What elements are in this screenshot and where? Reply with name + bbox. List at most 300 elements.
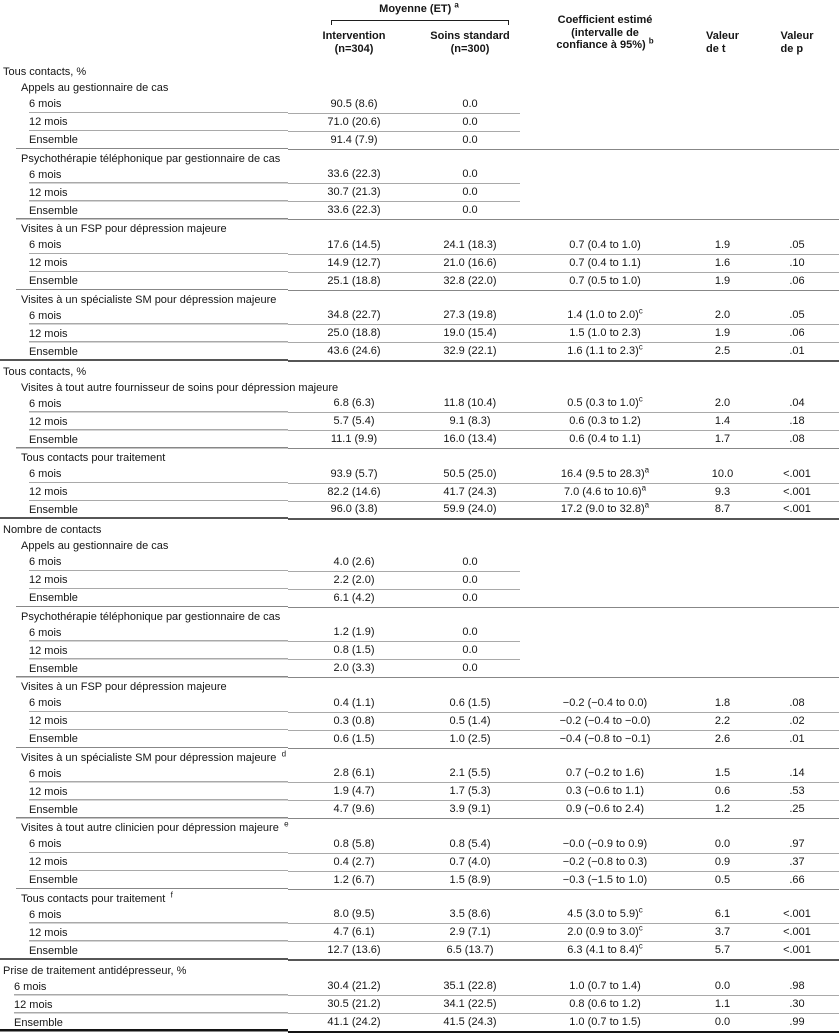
cell-t-value xyxy=(690,624,755,642)
group-header xyxy=(0,449,839,466)
group-title: Visites à un spécialiste SM pour dépression majeure $^d$ xyxy=(21,748,287,764)
cell-period-label: 6 mois xyxy=(0,465,288,483)
cell-soins-standard-mean: 9.1 (8.3) xyxy=(420,413,520,431)
table-row xyxy=(0,835,839,853)
cell-intervention-mean: 43.6 (24.6) xyxy=(288,343,420,361)
cell-soins-standard-mean: 21.0 (16.6) xyxy=(420,254,520,272)
cell-t-value: 1.9 xyxy=(690,236,755,254)
table-row xyxy=(0,553,839,571)
cell-period-label: Ensemble xyxy=(0,589,288,607)
cell-soins-standard-mean: 0.5 (1.4) xyxy=(420,712,520,730)
moyenne-footnote-sup: a xyxy=(454,0,459,10)
cell-soins-standard-mean: 41.5 (24.3) xyxy=(420,1014,520,1032)
cell-period-label: 6 mois xyxy=(0,395,288,413)
cell-intervention-mean: 34.8 (22.7) xyxy=(288,307,420,325)
cell-coefficient xyxy=(520,660,690,678)
cell-intervention-mean: 30.7 (21.3) xyxy=(288,184,420,202)
section-header xyxy=(0,361,839,379)
cell-p-value xyxy=(755,660,839,678)
group-title: Tous contacts pour traitement $^f$ xyxy=(21,889,173,905)
cell-coefficient xyxy=(520,166,690,184)
cell-t-value: 0.0 xyxy=(690,1014,755,1032)
table-row xyxy=(0,571,839,589)
cell-coefficient: 0.7 (0.5 to 1.0) xyxy=(520,272,690,290)
cell-soins-standard-mean: 34.1 (22.5) xyxy=(420,996,520,1014)
table-header xyxy=(0,0,839,62)
section-header xyxy=(0,960,839,978)
cell-period-label: 6 mois xyxy=(0,835,288,853)
cell-coefficient: 1.6 (1.1 to 2.3)$^c$ xyxy=(520,343,690,361)
cell-soins-standard-mean: 59.9 (24.0) xyxy=(420,501,520,519)
cell-period-label: 6 mois xyxy=(0,553,288,571)
cell-intervention-mean: 4.7 (9.6) xyxy=(288,801,420,819)
cell-p-value: .08 xyxy=(755,694,839,712)
cell-coefficient: 0.7 (0.4 to 1.1) xyxy=(520,254,690,272)
cell-coefficient xyxy=(520,553,690,571)
group-title: Visites à tout autre fournisseur de soins pour dépression majeure xyxy=(21,381,339,394)
group-title: Visites à un FSP pour dépression majeure xyxy=(21,223,227,235)
cell-coefficient: 6.3 (4.1 to 8.4)$^c$ xyxy=(520,942,690,960)
cell-intervention-mean: 0.8 (5.8) xyxy=(288,835,420,853)
cell-p-value: .66 xyxy=(755,871,839,889)
col-header-soins-standard xyxy=(420,30,520,55)
group-title: Psychothérapie téléphonique par gestionnaire de cas xyxy=(21,610,281,623)
cell-p-value: .25 xyxy=(755,801,839,819)
cell-t-value xyxy=(690,95,755,113)
cell-soins-standard-mean: 3.9 (9.1) xyxy=(420,801,520,819)
cell-coefficient: 16.4 (9.5 to 28.3)$^a$ xyxy=(520,465,690,483)
group-header xyxy=(0,149,839,166)
cell-t-value: 2.2 xyxy=(690,712,755,730)
cell-soins-standard-mean: 2.1 (5.5) xyxy=(420,765,520,783)
section-header xyxy=(0,62,839,79)
cell-soins-standard-mean: 1.5 (8.9) xyxy=(420,871,520,889)
footnote-sup: a xyxy=(644,500,650,510)
cell-soins-standard-mean: 0.0 xyxy=(420,131,520,149)
cell-p-value: .01 xyxy=(755,730,839,748)
table-row xyxy=(0,184,839,202)
cell-period-label: 12 mois xyxy=(0,254,288,272)
cell-intervention-mean: 12.7 (13.6) xyxy=(288,942,420,960)
cell-p-value: <.001 xyxy=(755,924,839,942)
cell-period-label: 12 mois xyxy=(0,413,288,431)
cell-period-label: Ensemble xyxy=(0,501,288,519)
cell-coefficient: 1.4 (1.0 to 2.0)$^c$ xyxy=(520,307,690,325)
footnote-sup: e xyxy=(284,819,289,829)
cell-p-value: <.001 xyxy=(755,501,839,519)
table-row xyxy=(0,131,839,149)
cell-period-label: 12 mois xyxy=(0,483,288,501)
moyenne-bracket xyxy=(331,20,509,25)
cell-soins-standard-mean: 2.9 (7.1) xyxy=(420,924,520,942)
footnote-sup: c xyxy=(638,940,643,950)
cell-intervention-mean: 5.7 (5.4) xyxy=(288,413,420,431)
cell-intervention-mean: 1.2 (6.7) xyxy=(288,871,420,889)
cell-t-value: 1.9 xyxy=(690,272,755,290)
cell-soins-standard-mean: 32.9 (22.1) xyxy=(420,343,520,361)
cell-intervention-mean: 0.6 (1.5) xyxy=(288,730,420,748)
table-row xyxy=(0,712,839,730)
cell-p-value: .06 xyxy=(755,272,839,290)
coef-line1: Coefficient estimé xyxy=(557,14,653,26)
group-header xyxy=(0,748,839,765)
cell-soins-standard-mean: 0.0 xyxy=(420,113,520,131)
cell-intervention-mean: 2.8 (6.1) xyxy=(288,765,420,783)
group-title: Psychothérapie téléphonique par gestionnaire de cas xyxy=(21,152,281,165)
table-row xyxy=(0,978,839,996)
cell-coefficient: −0.2 (−0.8 to 0.3) xyxy=(520,853,690,871)
cell-coefficient: 0.6 (0.3 to 1.2) xyxy=(520,413,690,431)
group-title: Appels au gestionnaire de cas xyxy=(21,540,169,552)
cell-t-value: 1.9 xyxy=(690,325,755,343)
cell-coefficient: 0.7 (−0.2 to 1.6) xyxy=(520,765,690,783)
cell-p-value: <.001 xyxy=(755,465,839,483)
cell-soins-standard-mean: 3.5 (8.6) xyxy=(420,906,520,924)
cell-coefficient: 0.9 (−0.6 to 2.4) xyxy=(520,801,690,819)
cell-t-value: 8.7 xyxy=(690,501,755,519)
footnote-sup xyxy=(279,819,281,828)
cell-p-value: .14 xyxy=(755,765,839,783)
table-row xyxy=(0,853,839,871)
table-row xyxy=(0,202,839,220)
cell-coefficient xyxy=(520,589,690,607)
cell-coefficient: −0.0 (−0.9 to 0.9) xyxy=(520,835,690,853)
cell-coefficient: 0.5 (0.3 to 1.0)$^c$ xyxy=(520,395,690,413)
cell-period-label: 6 mois xyxy=(0,978,288,996)
cell-intervention-mean: 4.0 (2.6) xyxy=(288,553,420,571)
table-row xyxy=(0,871,839,889)
cell-intervention-mean: 2.0 (3.3) xyxy=(288,660,420,678)
table-row xyxy=(0,801,839,819)
group-title: Visites à un FSP pour dépression majeure xyxy=(21,681,227,693)
cell-soins-standard-mean: 0.7 (4.0) xyxy=(420,853,520,871)
footnote-sup: a xyxy=(641,482,647,492)
cell-intervention-mean: 33.6 (22.3) xyxy=(288,202,420,220)
table-row xyxy=(0,113,839,131)
intervention-label: Intervention xyxy=(322,30,386,42)
table-row xyxy=(0,413,839,431)
table-row xyxy=(0,642,839,660)
cell-intervention-mean: 2.2 (2.0) xyxy=(288,571,420,589)
footnote-sup: c xyxy=(638,923,643,933)
cell-t-value: 1.4 xyxy=(690,413,755,431)
cell-period-label: 6 mois xyxy=(0,694,288,712)
cell-t-value: 10.0 xyxy=(690,465,755,483)
cell-t-value: 1.7 xyxy=(690,431,755,449)
table-row xyxy=(0,660,839,678)
cell-period-label: 6 mois xyxy=(0,765,288,783)
cell-period-label: Ensemble xyxy=(0,272,288,290)
cell-soins-standard-mean: 24.1 (18.3) xyxy=(420,236,520,254)
cell-period-label: 12 mois xyxy=(0,571,288,589)
stats-table xyxy=(0,62,839,1033)
cell-p-value: .97 xyxy=(755,835,839,853)
p-line2: de p xyxy=(780,42,804,55)
group-header xyxy=(0,678,839,695)
cell-coefficient: 2.0 (0.9 to 3.0)$^c$ xyxy=(520,924,690,942)
footnote-sup: c xyxy=(638,341,643,351)
cell-intervention-mean: 11.1 (9.9) xyxy=(288,431,420,449)
cell-period-label: Ensemble xyxy=(0,942,288,960)
cell-t-value xyxy=(690,660,755,678)
table-row xyxy=(0,236,839,254)
cell-period-label: 12 mois xyxy=(0,996,288,1014)
cell-t-value xyxy=(690,642,755,660)
moyenne-spanner-header xyxy=(330,0,508,16)
cell-t-value xyxy=(690,553,755,571)
group-title: Visites à tout autre clinicien pour dépression majeure $^e$ xyxy=(21,819,289,834)
section-title: Prise de traitement antidépresseur, % xyxy=(3,964,187,977)
cell-intervention-mean: 91.4 (7.9) xyxy=(288,131,420,149)
cell-p-value: .37 xyxy=(755,853,839,871)
cell-soins-standard-mean: 0.8 (5.4) xyxy=(420,835,520,853)
cell-intervention-mean: 33.6 (22.3) xyxy=(288,166,420,184)
cell-coefficient xyxy=(520,184,690,202)
cell-p-value xyxy=(755,113,839,131)
t-line2: de t xyxy=(705,42,726,55)
cell-soins-standard-mean: 0.0 xyxy=(420,202,520,220)
cell-t-value: 1.2 xyxy=(690,801,755,819)
cell-intervention-mean: 17.6 (14.5) xyxy=(288,236,420,254)
cell-coefficient xyxy=(520,571,690,589)
cell-soins-standard-mean: 0.0 xyxy=(420,571,520,589)
footnote-sup: d xyxy=(281,748,287,758)
cell-period-label: 6 mois xyxy=(0,236,288,254)
cell-coefficient: 0.3 (−0.6 to 1.1) xyxy=(520,783,690,801)
table-row xyxy=(0,589,839,607)
cell-intervention-mean: 25.1 (18.8) xyxy=(288,272,420,290)
cell-coefficient: 1.0 (0.7 to 1.4) xyxy=(520,978,690,996)
intervention-n: (n=304) xyxy=(334,42,374,55)
cell-soins-standard-mean: 32.8 (22.0) xyxy=(420,272,520,290)
group-header xyxy=(0,889,839,906)
cell-t-value: 2.0 xyxy=(690,395,755,413)
cell-p-value xyxy=(755,642,839,660)
table-row xyxy=(0,343,839,361)
cell-soins-standard-mean: 41.7 (24.3) xyxy=(420,483,520,501)
cell-intervention-mean: 1.2 (1.9) xyxy=(288,624,420,642)
cell-t-value: 6.1 xyxy=(690,906,755,924)
soins-n: (n=300) xyxy=(450,42,490,55)
cell-coefficient: 7.0 (4.6 to 10.6)$^a$ xyxy=(520,483,690,501)
cell-t-value xyxy=(690,589,755,607)
cell-period-label: 12 mois xyxy=(0,712,288,730)
cell-t-value: 1.5 xyxy=(690,765,755,783)
cell-coefficient xyxy=(520,113,690,131)
cell-soins-standard-mean: 11.8 (10.4) xyxy=(420,395,520,413)
cell-coefficient: −0.4 (−0.8 to −0.1) xyxy=(520,730,690,748)
cell-soins-standard-mean: 0.0 xyxy=(420,589,520,607)
table-row xyxy=(0,501,839,519)
cell-period-label: 6 mois xyxy=(0,624,288,642)
cell-t-value: 2.0 xyxy=(690,307,755,325)
cell-p-value: .04 xyxy=(755,395,839,413)
table-row xyxy=(0,924,839,942)
footnote-sup: c xyxy=(638,394,643,404)
cell-period-label: 12 mois xyxy=(0,184,288,202)
footnote-sup: f xyxy=(170,889,173,899)
cell-t-value: 0.0 xyxy=(690,978,755,996)
cell-intervention-mean: 30.4 (21.2) xyxy=(288,978,420,996)
group-title: Appels au gestionnaire de cas xyxy=(21,82,169,94)
cell-coefficient: 0.6 (0.4 to 1.1) xyxy=(520,431,690,449)
table-row xyxy=(0,624,839,642)
cell-t-value: 2.5 xyxy=(690,343,755,361)
cell-p-value xyxy=(755,553,839,571)
cell-intervention-mean: 8.0 (9.5) xyxy=(288,906,420,924)
cell-t-value xyxy=(690,571,755,589)
cell-period-label: 12 mois xyxy=(0,113,288,131)
footnote-sup: c xyxy=(638,905,643,915)
cell-intervention-mean: 14.9 (12.7) xyxy=(288,254,420,272)
cell-soins-standard-mean: 35.1 (22.8) xyxy=(420,978,520,996)
table-row xyxy=(0,783,839,801)
cell-coefficient xyxy=(520,624,690,642)
cell-soins-standard-mean: 0.0 xyxy=(420,166,520,184)
cell-intervention-mean: 90.5 (8.6) xyxy=(288,95,420,113)
cell-period-label: 12 mois xyxy=(0,783,288,801)
table-row xyxy=(0,166,839,184)
table-row xyxy=(0,254,839,272)
cell-p-value: .98 xyxy=(755,978,839,996)
cell-t-value: 1.8 xyxy=(690,694,755,712)
cell-t-value: 2.6 xyxy=(690,730,755,748)
cell-soins-standard-mean: 27.3 (19.8) xyxy=(420,307,520,325)
cell-t-value: 0.9 xyxy=(690,853,755,871)
table-row xyxy=(0,694,839,712)
group-header xyxy=(0,607,839,624)
cell-coefficient xyxy=(520,95,690,113)
group-header xyxy=(0,537,839,553)
cell-intervention-mean: 1.9 (4.7) xyxy=(288,783,420,801)
cell-p-value: .30 xyxy=(755,996,839,1014)
section-title: Nombre de contacts xyxy=(3,524,102,536)
cell-period-label: Ensemble xyxy=(0,343,288,361)
cell-soins-standard-mean: 50.5 (25.0) xyxy=(420,465,520,483)
cell-period-label: Ensemble xyxy=(0,871,288,889)
cell-period-label: Ensemble xyxy=(0,202,288,220)
cell-period-label: Ensemble xyxy=(0,801,288,819)
col-header-intervention xyxy=(288,30,420,55)
col-header-valeur-p xyxy=(755,30,839,55)
cell-coefficient xyxy=(520,131,690,149)
coef-footnote-sup: b xyxy=(648,36,654,46)
coef-line2: (intervalle de xyxy=(571,26,639,39)
table-row xyxy=(0,906,839,924)
cell-soins-standard-mean: 1.7 (5.3) xyxy=(420,783,520,801)
cell-p-value: .99 xyxy=(755,1014,839,1032)
cell-intervention-mean: 71.0 (20.6) xyxy=(288,113,420,131)
cell-t-value: 0.5 xyxy=(690,871,755,889)
cell-t-value: 1.6 xyxy=(690,254,755,272)
t-line1: Valeur xyxy=(705,30,740,42)
cell-soins-standard-mean: 16.0 (13.4) xyxy=(420,431,520,449)
footnote-sup xyxy=(276,749,278,758)
cell-intervention-mean: 96.0 (3.8) xyxy=(288,501,420,519)
cell-p-value: .05 xyxy=(755,307,839,325)
table-row xyxy=(0,431,839,449)
table-row xyxy=(0,465,839,483)
cell-period-label: 6 mois xyxy=(0,307,288,325)
table-row xyxy=(0,483,839,501)
cell-period-label: Ensemble xyxy=(0,131,288,149)
cell-coefficient: 0.8 (0.6 to 1.2) xyxy=(520,996,690,1014)
cell-p-value: <.001 xyxy=(755,906,839,924)
cell-p-value xyxy=(755,131,839,149)
table-row xyxy=(0,942,839,960)
cell-period-label: 6 mois xyxy=(0,95,288,113)
cell-t-value xyxy=(690,184,755,202)
group-header xyxy=(0,220,839,237)
cell-t-value xyxy=(690,202,755,220)
group-title: Tous contacts pour traitement xyxy=(21,452,166,464)
cell-intervention-mean: 0.3 (0.8) xyxy=(288,712,420,730)
cell-p-value xyxy=(755,571,839,589)
cell-soins-standard-mean: 0.0 xyxy=(420,553,520,571)
cell-soins-standard-mean: 1.0 (2.5) xyxy=(420,730,520,748)
cell-t-value xyxy=(690,166,755,184)
cell-coefficient xyxy=(520,202,690,220)
cell-p-value: .06 xyxy=(755,325,839,343)
cell-intervention-mean: 93.9 (5.7) xyxy=(288,465,420,483)
cell-t-value: 3.7 xyxy=(690,924,755,942)
cell-soins-standard-mean: 19.0 (15.4) xyxy=(420,325,520,343)
table-row xyxy=(0,395,839,413)
cell-p-value xyxy=(755,184,839,202)
cell-period-label: 12 mois xyxy=(0,853,288,871)
cell-coefficient: 1.0 (0.7 to 1.5) xyxy=(520,1014,690,1032)
p-line1: Valeur xyxy=(780,30,814,42)
group-header xyxy=(0,819,839,836)
cell-p-value: .53 xyxy=(755,783,839,801)
footnote-sup: a xyxy=(644,464,650,474)
group-header xyxy=(0,79,839,95)
cell-period-label: 12 mois xyxy=(0,924,288,942)
cell-intervention-mean: 6.1 (4.2) xyxy=(288,589,420,607)
cell-period-label: 6 mois xyxy=(0,906,288,924)
table-row xyxy=(0,765,839,783)
cell-intervention-mean: 30.5 (21.2) xyxy=(288,996,420,1014)
cell-t-value xyxy=(690,113,755,131)
cell-period-label: Ensemble xyxy=(0,730,288,748)
cell-period-label: 6 mois xyxy=(0,166,288,184)
cell-intervention-mean: 0.4 (2.7) xyxy=(288,853,420,871)
group-header xyxy=(0,290,839,307)
cell-p-value: .08 xyxy=(755,431,839,449)
cell-intervention-mean: 41.1 (24.2) xyxy=(288,1014,420,1032)
cell-coefficient: 1.5 (1.0 to 2.3) xyxy=(520,325,690,343)
cell-soins-standard-mean: 0.0 xyxy=(420,624,520,642)
soins-label: Soins standard xyxy=(430,30,510,42)
cell-p-value: <.001 xyxy=(755,942,839,960)
section-title: Tous contacts, % xyxy=(3,66,87,78)
cell-p-value: .05 xyxy=(755,236,839,254)
cell-p-value xyxy=(755,166,839,184)
cell-period-label: 12 mois xyxy=(0,642,288,660)
table-row xyxy=(0,95,839,113)
cell-intervention-mean: 6.8 (6.3) xyxy=(288,395,420,413)
cell-t-value xyxy=(690,131,755,149)
cell-p-value: <.001 xyxy=(755,483,839,501)
moyenne-label: Moyenne (ET) xyxy=(379,3,452,15)
cell-p-value xyxy=(755,202,839,220)
cell-p-value xyxy=(755,95,839,113)
footnote-sup: c xyxy=(638,306,643,316)
cell-intervention-mean: 25.0 (18.8) xyxy=(288,325,420,343)
col-header-valeur-t xyxy=(690,30,755,55)
cell-soins-standard-mean: 0.0 xyxy=(420,660,520,678)
coef-line3: confiance à 95%) $^b$ xyxy=(556,36,654,51)
